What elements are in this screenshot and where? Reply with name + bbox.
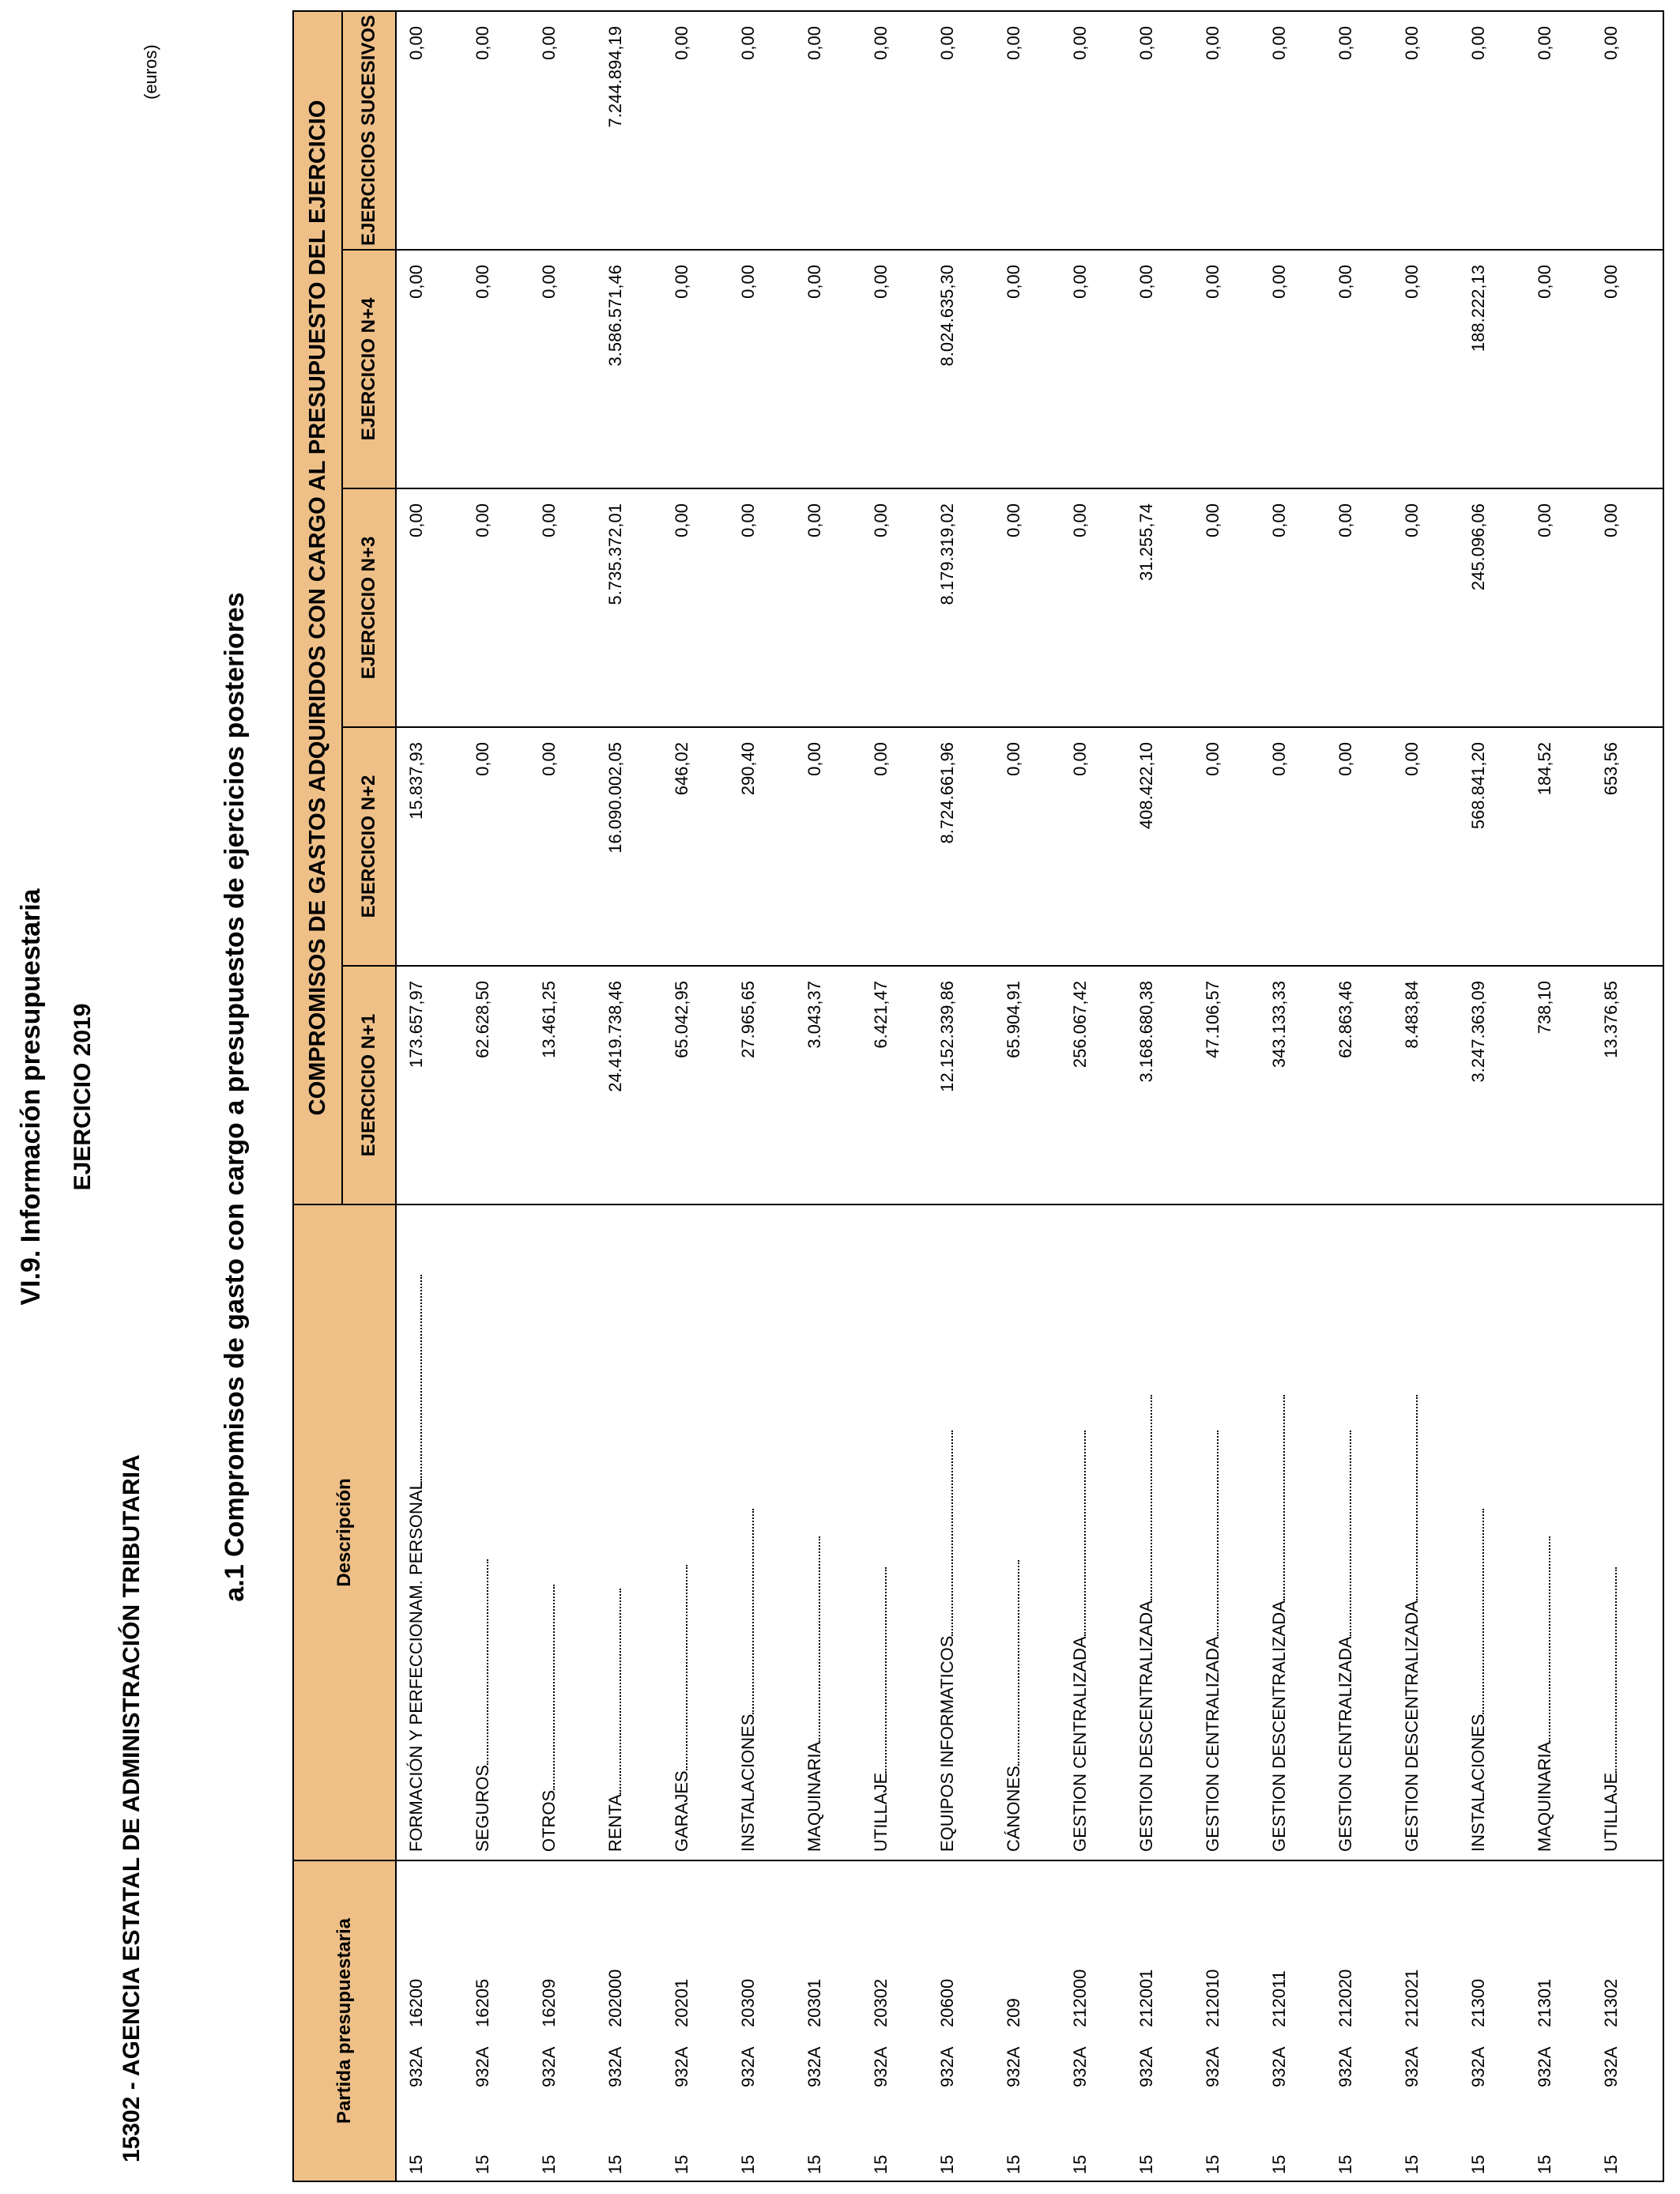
descripcion-cell xyxy=(529,1204,596,1860)
partida-seccion: 15 xyxy=(672,2154,691,2174)
amount-suc: 0,00 xyxy=(795,11,861,250)
partida-seccion: 15 xyxy=(1136,2154,1156,2174)
descripcion-text: OTROS xyxy=(539,1789,559,1852)
descripcion-text: FORMACIÓN Y PERFECCIONAM. PERSONAL xyxy=(406,1480,426,1852)
leader-dots xyxy=(883,1567,887,1773)
amount-n1: 13.376,85 xyxy=(1591,966,1663,1204)
amount-n2: 0,00 xyxy=(861,727,928,966)
descripcion-text: GESTION DESCENTRALIZADA xyxy=(1136,1600,1156,1852)
amount-n1: 47.106,57 xyxy=(1193,966,1260,1204)
currency-note: (euros) xyxy=(141,44,160,100)
partida-seccion: 15 xyxy=(539,2154,559,2174)
amount-n1: 62.628,50 xyxy=(463,966,529,1204)
partida-concepto: 16200 xyxy=(406,1978,426,2027)
partida-seccion: 15 xyxy=(1203,2154,1222,2174)
amount-n4: 3.586.571,46 xyxy=(596,250,662,488)
leader-dots xyxy=(1016,1560,1019,1766)
partida-programa: 932A xyxy=(1070,2046,1090,2087)
amount-n3: 0,00 xyxy=(1591,488,1663,727)
partida-concepto: 212010 xyxy=(1203,1969,1222,2027)
partida-programa: 932A xyxy=(937,2046,957,2087)
descripcion-cell xyxy=(994,1204,1060,1860)
partida-concepto: 21301 xyxy=(1535,1978,1554,2027)
table-row xyxy=(1392,11,1459,2181)
partida-concepto: 20300 xyxy=(738,1978,758,2027)
amount-n2: 0,00 xyxy=(1260,727,1326,966)
amount-n3: 0,00 xyxy=(1260,488,1326,727)
partida-concepto: 212001 xyxy=(1136,1969,1156,2027)
amount-n3: 8.179.319,02 xyxy=(928,488,994,727)
descripcion-text: INSTALACIONES xyxy=(738,1713,758,1852)
amount-n1: 8.483,84 xyxy=(1392,966,1459,1204)
amount-n2: 15.837,93 xyxy=(396,727,463,966)
amount-n1: 256.067,42 xyxy=(1060,966,1127,1204)
header-ejercicio-n3: EJERCICIO N+3 xyxy=(342,488,396,727)
amount-n1: 343.133,33 xyxy=(1260,966,1326,1204)
amount-suc: 0,00 xyxy=(1326,11,1392,250)
partida-seccion: 15 xyxy=(804,2154,824,2174)
amount-n2: 0,00 xyxy=(795,727,861,966)
amount-n4: 0,00 xyxy=(1326,250,1392,488)
partida-seccion: 15 xyxy=(1269,2154,1289,2174)
partida-concepto: 212021 xyxy=(1402,1969,1422,2027)
leader-dots xyxy=(419,1275,422,1480)
amount-n4: 0,00 xyxy=(1060,250,1127,488)
amount-suc: 0,00 xyxy=(861,11,928,250)
amount-suc: 0,00 xyxy=(729,11,795,250)
amount-n4: 0,00 xyxy=(1392,250,1459,488)
amount-suc: 0,00 xyxy=(1060,11,1127,250)
amount-n4: 0,00 xyxy=(1260,250,1326,488)
partida-programa: 932A xyxy=(1335,2046,1355,2087)
amount-n4: 0,00 xyxy=(1193,250,1260,488)
partida-programa: 932A xyxy=(1535,2046,1554,2087)
commitments-table xyxy=(292,10,1664,2182)
amount-n4: 8.024.635,30 xyxy=(928,250,994,488)
amount-n2: 408.422,10 xyxy=(1127,727,1193,966)
amount-suc: 0,00 xyxy=(396,11,463,250)
amount-n1: 3.247.363,09 xyxy=(1459,966,1525,1204)
partida-cell xyxy=(596,1860,662,2181)
amount-n1: 3.168.680,38 xyxy=(1127,966,1193,1204)
descripcion-cell xyxy=(1591,1204,1663,1860)
table-row xyxy=(861,11,928,2181)
descripcion-cell xyxy=(1326,1204,1392,1860)
amount-n3: 0,00 xyxy=(662,488,729,727)
partida-concepto: 209 xyxy=(1004,1998,1023,2027)
amount-n2: 0,00 xyxy=(529,727,596,966)
amount-n2: 290,40 xyxy=(729,727,795,966)
partida-cell xyxy=(729,1860,795,2181)
header-ejercicios-sucesivos: EJERCICIOS SUCESIVOS xyxy=(342,11,396,250)
partida-seccion: 15 xyxy=(871,2154,891,2174)
amount-suc: 0,00 xyxy=(1525,11,1591,250)
partida-cell xyxy=(1060,1860,1127,2181)
table-body xyxy=(396,11,1663,2181)
table-row xyxy=(1060,11,1127,2181)
leader-dots xyxy=(817,1536,820,1742)
amount-n2: 568.841,20 xyxy=(1459,727,1525,966)
amount-n1: 3.043,37 xyxy=(795,966,861,1204)
table-row xyxy=(729,11,795,2181)
partida-concepto: 16209 xyxy=(539,1978,559,2027)
leader-dots xyxy=(1414,1395,1418,1600)
table-row xyxy=(795,11,861,2181)
leader-dots xyxy=(1083,1431,1086,1636)
leader-dots xyxy=(1481,1509,1484,1714)
amount-n2: 8.724.661,96 xyxy=(928,727,994,966)
leader-dots xyxy=(1547,1536,1550,1742)
partida-seccion: 15 xyxy=(1004,2154,1023,2174)
descripcion-cell xyxy=(396,1204,463,1860)
descripcion-text: MAQUINARIA xyxy=(1535,1741,1554,1852)
amount-n1: 6.421,47 xyxy=(861,966,928,1204)
partida-concepto: 20600 xyxy=(937,1978,957,2027)
amount-n3: 5.735.372,01 xyxy=(596,488,662,727)
table-row xyxy=(1193,11,1260,2181)
partida-programa: 932A xyxy=(1269,2046,1289,2087)
partida-programa: 932A xyxy=(406,2046,426,2087)
partida-cell xyxy=(396,1860,463,2181)
descripcion-text: EQUIPOS INFORMATICOS xyxy=(937,1635,957,1852)
partida-seccion: 15 xyxy=(738,2154,758,2174)
table-row xyxy=(1525,11,1591,2181)
partida-programa: 932A xyxy=(539,2046,559,2087)
descripcion-cell xyxy=(1392,1204,1459,1860)
amount-n3: 0,00 xyxy=(729,488,795,727)
table-row xyxy=(1591,11,1663,2181)
partida-concepto: 20302 xyxy=(871,1978,891,2027)
amount-n4: 0,00 xyxy=(994,250,1060,488)
amount-suc: 7.244.894,19 xyxy=(596,11,662,250)
descripcion-cell xyxy=(1525,1204,1591,1860)
descripcion-text: GESTION DESCENTRALIZADA xyxy=(1269,1600,1289,1852)
leader-dots xyxy=(1282,1395,1285,1600)
partida-seccion: 15 xyxy=(1070,2154,1090,2174)
amount-n4: 0,00 xyxy=(529,250,596,488)
amount-suc: 0,00 xyxy=(463,11,529,250)
partida-cell xyxy=(1326,1860,1392,2181)
partida-seccion: 15 xyxy=(1601,2154,1621,2174)
partida-programa: 932A xyxy=(738,2046,758,2087)
amount-suc: 0,00 xyxy=(994,11,1060,250)
table-row xyxy=(1459,11,1525,2181)
amount-n3: 0,00 xyxy=(529,488,596,727)
partida-seccion: 15 xyxy=(605,2154,625,2174)
descripcion-text: UTILLAJE xyxy=(871,1772,891,1852)
partida-concepto: 212020 xyxy=(1335,1969,1355,2027)
amount-n1: 173.657,97 xyxy=(396,966,463,1204)
partida-cell xyxy=(1193,1860,1260,2181)
descripcion-cell xyxy=(662,1204,729,1860)
partida-concepto: 20301 xyxy=(804,1978,824,2027)
descripcion-text: GESTION CENTRALIZADA xyxy=(1335,1636,1355,1852)
amount-suc: 0,00 xyxy=(1193,11,1260,250)
partida-programa: 932A xyxy=(1004,2046,1023,2087)
leader-dots xyxy=(684,1565,687,1770)
leader-dots xyxy=(485,1559,488,1765)
partida-seccion: 15 xyxy=(1335,2154,1355,2174)
amount-n3: 0,00 xyxy=(1060,488,1127,727)
descripcion-text: MAQUINARIA xyxy=(804,1741,824,1852)
header-ejercicio-n1: EJERCICIO N+1 xyxy=(342,966,396,1204)
descripcion-text: RENTA xyxy=(605,1794,625,1852)
table-row xyxy=(596,11,662,2181)
amount-n4: 0,00 xyxy=(1525,250,1591,488)
partida-seccion: 15 xyxy=(1402,2154,1422,2174)
table-row xyxy=(463,11,529,2181)
ejercicio-title: EJERCICIO 2019 xyxy=(70,1003,96,1191)
partida-seccion: 15 xyxy=(937,2154,957,2174)
amount-n2: 184,52 xyxy=(1525,727,1591,966)
partida-cell xyxy=(463,1860,529,2181)
descripcion-cell xyxy=(861,1204,928,1860)
partida-seccion: 15 xyxy=(473,2154,492,2174)
partida-cell xyxy=(662,1860,729,2181)
partida-cell xyxy=(928,1860,994,2181)
table-row xyxy=(1127,11,1193,2181)
partida-concepto: 21302 xyxy=(1601,1978,1621,2027)
partida-programa: 932A xyxy=(473,2046,492,2087)
partida-concepto: 212000 xyxy=(1070,1969,1090,2027)
amount-n2: 0,00 xyxy=(994,727,1060,966)
section-title: a.1 Compromisos de gasto con cargo a presupuestos de ejercicios posteriores xyxy=(220,592,250,1602)
amount-n2: 0,00 xyxy=(463,727,529,966)
partida-programa: 932A xyxy=(871,2046,891,2087)
amount-n1: 738,10 xyxy=(1525,966,1591,1204)
amount-n1: 65.042,95 xyxy=(662,966,729,1204)
amount-n1: 12.152.339,86 xyxy=(928,966,994,1204)
header-ejercicio-n4: EJERCICIO N+4 xyxy=(342,250,396,488)
amount-n1: 13.461,25 xyxy=(529,966,596,1204)
partida-concepto: 212011 xyxy=(1269,1970,1289,2027)
header-ejercicio-n2: EJERCICIO N+2 xyxy=(342,727,396,966)
table-row xyxy=(662,11,729,2181)
leader-dots xyxy=(950,1431,953,1636)
descripcion-cell xyxy=(1459,1204,1525,1860)
descripcion-cell xyxy=(1260,1204,1326,1860)
partida-cell xyxy=(795,1860,861,2181)
main-title: VI.9. Información presupuestaria xyxy=(16,888,46,1306)
amount-n4: 0,00 xyxy=(662,250,729,488)
partida-programa: 932A xyxy=(1468,2046,1488,2087)
leader-dots xyxy=(751,1509,754,1714)
descripcion-text: GESTION CENTRALIZADA xyxy=(1070,1636,1090,1852)
amount-suc: 0,00 xyxy=(1459,11,1525,250)
partida-cell xyxy=(1459,1860,1525,2181)
amount-suc: 0,00 xyxy=(529,11,596,250)
leader-dots xyxy=(1149,1395,1152,1600)
partida-cell xyxy=(529,1860,596,2181)
partida-programa: 932A xyxy=(1601,2046,1621,2087)
descripcion-text: GESTION DESCENTRALIZADA xyxy=(1402,1600,1422,1852)
amount-n1: 65.904,91 xyxy=(994,966,1060,1204)
amount-suc: 0,00 xyxy=(662,11,729,250)
partida-cell xyxy=(1591,1860,1663,2181)
amount-n3: 0,00 xyxy=(396,488,463,727)
amount-n3: 0,00 xyxy=(463,488,529,727)
amount-n4: 0,00 xyxy=(1127,250,1193,488)
amount-n3: 0,00 xyxy=(994,488,1060,727)
descripcion-cell xyxy=(729,1204,795,1860)
amount-n4: 188.222,13 xyxy=(1459,250,1525,488)
amount-n2: 0,00 xyxy=(1392,727,1459,966)
descripcion-cell xyxy=(1193,1204,1260,1860)
partida-cell xyxy=(994,1860,1060,2181)
amount-n4: 0,00 xyxy=(463,250,529,488)
descripcion-cell xyxy=(795,1204,861,1860)
partida-cell xyxy=(1260,1860,1326,2181)
agency-title: 15302 - AGENCIA ESTATAL DE ADMINISTRACIÓN TRIBUTARIA xyxy=(119,1454,145,2162)
partida-concepto: 202000 xyxy=(605,1969,625,2027)
amount-n1: 24.419.738,46 xyxy=(596,966,662,1204)
amount-n1: 27.965,65 xyxy=(729,966,795,1204)
header-partida: Partida presupuestaria xyxy=(293,1860,396,2181)
descripcion-text: SEGUROS xyxy=(473,1764,492,1852)
amount-n2: 16.090.002,05 xyxy=(596,727,662,966)
amount-n4: 0,00 xyxy=(396,250,463,488)
amount-n3: 0,00 xyxy=(861,488,928,727)
amount-n1: 62.863,46 xyxy=(1326,966,1392,1204)
table-row xyxy=(529,11,596,2181)
partida-programa: 932A xyxy=(1203,2046,1222,2087)
header-descripcion: Descripción xyxy=(293,1204,396,1860)
descripcion-text: CÁNONES xyxy=(1004,1766,1023,1852)
descripcion-cell xyxy=(1060,1204,1127,1860)
amount-n4: 0,00 xyxy=(1591,250,1663,488)
leader-dots xyxy=(1348,1431,1351,1636)
partida-seccion: 15 xyxy=(1468,2154,1488,2174)
amount-n4: 0,00 xyxy=(729,250,795,488)
partida-cell xyxy=(1525,1860,1591,2181)
table-row xyxy=(1260,11,1326,2181)
partida-programa: 932A xyxy=(672,2046,691,2087)
amount-n3: 245.096,06 xyxy=(1459,488,1525,727)
table-row xyxy=(1326,11,1392,2181)
amount-n4: 0,00 xyxy=(795,250,861,488)
commitments-table-wrapper xyxy=(292,12,1621,2182)
leader-dots xyxy=(1614,1567,1617,1773)
amount-n3: 0,00 xyxy=(795,488,861,727)
descripcion-text: INSTALACIONES xyxy=(1468,1713,1488,1852)
descripcion-cell xyxy=(596,1204,662,1860)
leader-dots xyxy=(618,1589,621,1794)
amount-n3: 0,00 xyxy=(1326,488,1392,727)
partida-cell xyxy=(861,1860,928,2181)
descripcion-text: UTILLAJE xyxy=(1601,1772,1621,1852)
partida-programa: 932A xyxy=(804,2046,824,2087)
amount-suc: 0,00 xyxy=(1260,11,1326,250)
partida-seccion: 15 xyxy=(1535,2154,1554,2174)
partida-programa: 932A xyxy=(1402,2046,1422,2087)
descripcion-cell xyxy=(928,1204,994,1860)
descripcion-cell xyxy=(463,1204,529,1860)
table-row xyxy=(928,11,994,2181)
partida-seccion: 15 xyxy=(406,2154,426,2174)
header-group-compromisos: COMPROMISOS DE GASTOS ADQUIRIDOS CON CARGO AL PRESUPUESTO DEL EJERCICIO xyxy=(293,11,342,1204)
amount-n2: 0,00 xyxy=(1193,727,1260,966)
descripcion-text: GARAJES xyxy=(672,1770,691,1852)
partida-programa: 932A xyxy=(605,2046,625,2087)
partida-concepto: 20201 xyxy=(672,1978,691,2027)
amount-n2: 0,00 xyxy=(1060,727,1127,966)
amount-suc: 0,00 xyxy=(1392,11,1459,250)
amount-n3: 0,00 xyxy=(1525,488,1591,727)
leader-dots xyxy=(552,1585,555,1790)
amount-n3: 31.255,74 xyxy=(1127,488,1193,727)
descripcion-text: GESTION CENTRALIZADA xyxy=(1203,1636,1222,1852)
table-row xyxy=(994,11,1060,2181)
table-row xyxy=(396,11,463,2181)
amount-suc: 0,00 xyxy=(928,11,994,250)
amount-suc: 0,00 xyxy=(1591,11,1663,250)
partida-concepto: 16205 xyxy=(473,1978,492,2027)
amount-suc: 0,00 xyxy=(1127,11,1193,250)
partida-concepto: 21300 xyxy=(1468,1978,1488,2027)
amount-n2: 0,00 xyxy=(1326,727,1392,966)
amount-n3: 0,00 xyxy=(1193,488,1260,727)
amount-n2: 653,56 xyxy=(1591,727,1663,966)
partida-programa: 932A xyxy=(1136,2046,1156,2087)
partida-cell xyxy=(1127,1860,1193,2181)
leader-dots xyxy=(1215,1431,1219,1636)
amount-n4: 0,00 xyxy=(861,250,928,488)
partida-cell xyxy=(1392,1860,1459,2181)
amount-n2: 646,02 xyxy=(662,727,729,966)
descripcion-cell xyxy=(1127,1204,1193,1860)
amount-n3: 0,00 xyxy=(1392,488,1459,727)
